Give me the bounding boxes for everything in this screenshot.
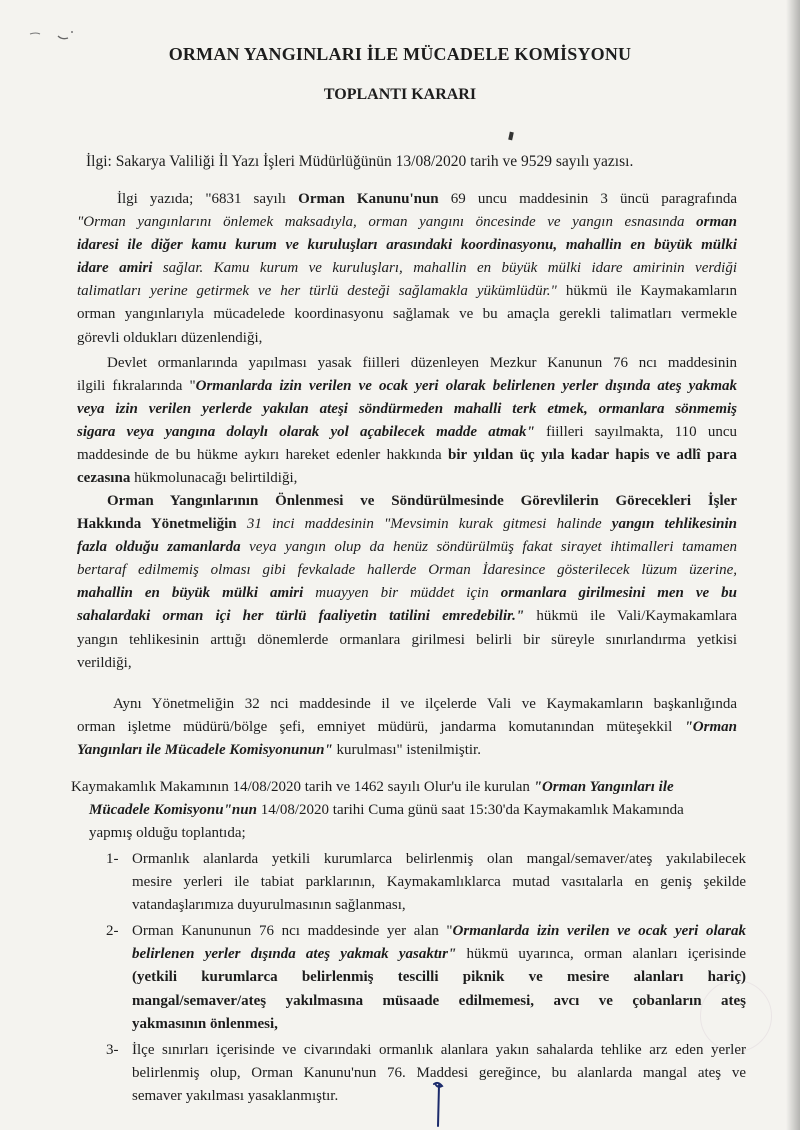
p3-emphasis: yangın tehlikesinin <box>611 516 737 533</box>
item-2-quote: Ormanlarda izin verilen ve ocak yeri olarak <box>452 923 746 940</box>
p3-quote: muayyen bir müddet için <box>303 585 501 602</box>
p2-quote: Ormanlarda izin verilen ve ocak yeri olarak belirlenen yerler dışında ateş yakmak <box>195 378 737 395</box>
p2-line-2 <box>77 375 737 398</box>
item-1-line-1: Ormanlık alanlarda yetkili kurumlarca belirlenmiş olan mangal/semaver/ateş yakılabilecek <box>132 851 746 867</box>
p1-line-2 <box>77 211 737 234</box>
p4-line-2 <box>77 716 737 739</box>
p1-emphasis: idare amiri <box>77 260 153 277</box>
item-1-line-2: mesire yerleri ile tabiat parklarının, Kaymakamlıklarca mutad vasıtalarla en geniş şekilde <box>132 874 746 891</box>
document-title: ORMAN YANGINLARI İLE MÜCADELE KOMİSYONU <box>168 44 632 64</box>
item-2-line-4: mangal/semaver/ateş yakılmasına müsaade edilmemesi, avcı ve çobanların ateş <box>132 992 746 1009</box>
handwritten-pen-mark <box>426 1080 452 1128</box>
p2-penalty: cezasına <box>77 470 131 487</box>
p3-line-6 <box>77 605 737 628</box>
p3-emphasis: sahalardaki orman içi her türlü faaliyetin tatilini emredebilir." <box>77 608 525 625</box>
item-1-line-3: vatandaşlarımıza duyurulmasının sağlanması, <box>132 897 406 914</box>
commission-name: "Orman <box>684 719 737 736</box>
item-2-quote: belirlenen yerler dışında ateş yakmak yasaktır" <box>132 946 457 963</box>
p1-line-1 <box>77 188 737 211</box>
p1-emphasis: orman <box>696 214 737 231</box>
p5-line-1 <box>71 776 737 799</box>
p4-text: orman işletme müdürü/bölge şefi, emniyet müdürü, jandarma komutanından müteşekkil <box>77 719 685 736</box>
commission-name: "Orman Yangınları ile <box>533 779 674 795</box>
document-subtitle: TOPLANTI KARARI <box>323 86 477 103</box>
item-2-line-2 <box>132 943 746 966</box>
item-3-line-3: semaver yakılması yasaklanmıştır. <box>132 1087 339 1104</box>
law-name: Orman Kanunu'nun <box>298 191 439 207</box>
pen-tick-mark <box>508 132 514 141</box>
item-2-line-5: yakmasının önlenmesi, <box>132 1015 278 1032</box>
p3-emphasis: fazla olduğu zamanlarda <box>77 539 241 556</box>
p1-line-5 <box>77 280 737 303</box>
p2-line-6 <box>77 467 737 490</box>
p5-line-2 <box>77 799 737 822</box>
p3-emphasis: ormanlara girilmesini men ve bu <box>500 585 738 602</box>
p2-text: maddesinde de bu hükme aykırı hareket edenler hakkında <box>77 447 449 464</box>
p2-text: hükmolunacağı belirtildiği, <box>130 470 298 487</box>
p1-quote: sağlar. Kamu kurum ve kuruluşları, mahallin en büyük mülki idare amirinin verdiği <box>152 260 737 277</box>
p5-line-3: yapmış olduğu toplantıda; <box>89 825 246 842</box>
regulation-name: Hakkında Yönetmeliğin <box>77 516 237 533</box>
p3-line-2 <box>77 513 737 536</box>
list-item <box>106 920 746 1035</box>
faint-stamp-mark <box>700 980 772 1052</box>
p4-line-1: Aynı Yönetmeliğin 32 nci maddesinde il ve ilçelerde Vali ve Kaymakamların başkanlığında <box>113 696 737 712</box>
commission-name: Mücadele Komisyonu"nun <box>89 802 257 819</box>
item-2-line-3: (yetkili kurumlarca belirlenmiş tescilli piknik ve mesire alanları hariç) <box>132 969 746 986</box>
p3-line-8: verildiği, <box>77 654 132 671</box>
p2-line-3: veya izin verilen yerlerde yakılan ateşi söndürmeden mahalli terk etmek, ormanlara sönmemiş <box>77 401 737 418</box>
p3-line-4: bertaraf edilmemiş olması gibi fevkalade hallerde Orman İdaresince gösterilecek lüzum üzerine, <box>77 562 737 579</box>
list-item-number: 1- <box>106 851 119 867</box>
item-3-line-1: İlçe sınırları içerisinde ve civarındaki ormanlık alanlara yakın sahalarda tehlike arz eden yerler <box>132 1041 746 1058</box>
item-2-text: Orman Kanununun 76 ncı maddesinde yer alan " <box>132 923 453 940</box>
item-2-line-1 <box>132 920 746 943</box>
p1-quote: "Orman yangınlarını önlemek maksadıyla, orman yangını öncesinde ve yangın esnasında <box>77 214 697 231</box>
p2-line-1: Devlet ormanlarında yapılması yasak fiilleri düzenleyen Mezkur Kanunun 76 ncı maddesinin <box>107 355 737 371</box>
p2-penalty: bir yıldan üç yıla kadar hapis ve adlî para <box>448 447 737 464</box>
p1-text: 69 uncu maddesinin 3 üncü paragrafında <box>438 191 737 207</box>
scan-shadow-edge <box>786 0 800 1130</box>
paragraph-1 <box>77 188 737 350</box>
p5-text: Kaymakamlık Makamının 14/08/2020 tarih ve 1462 sayılı Olur'u ile kurulan <box>71 779 534 795</box>
paragraph-2 <box>77 352 737 491</box>
item-2-text: hükmü uyarınca, orman alanları içerisinde <box>456 946 746 963</box>
p3-line-7: yangın tehlikesinin arttığı dönemlerde ormanlara girilmesi belirli bir süreyle sınırlandırma yetkisi <box>77 631 737 648</box>
p1-text: hükmü ile Kaymakamların <box>556 283 737 300</box>
commission-name: Yangınları ile Mücadele Komisyonunun" <box>77 742 333 759</box>
p4-line-3 <box>77 739 737 762</box>
p3-emphasis: mahallin en büyük mülki amiri <box>77 585 304 602</box>
p1-line-3: idaresi ile diğer kamu kurum ve kuruluşları arasındaki koordinasyonu, mahallin en büyük mülki <box>77 237 737 254</box>
paragraph-5 <box>71 776 737 845</box>
p4-text: kurulması" istenilmiştir. <box>332 742 481 759</box>
p2-line-5 <box>77 444 737 467</box>
p2-text: ilgili fıkralarında " <box>77 378 196 395</box>
decision-list <box>106 848 746 1111</box>
list-item-number: 3- <box>106 1041 119 1058</box>
p1-quote: talimatları yerine getirmek ve her türlü desteği sağlamakla yükümlüdür." <box>77 283 557 300</box>
p1-line-6: orman yangınlarıyla mücadelede koordinasyonu sağlamak ve bu amaçla gerekli talimatları vermekle <box>77 306 737 323</box>
p3-quote: veya yangın olup da henüz söndürülmüş fakat sirayet ihtimalleri tamamen <box>240 539 737 556</box>
p1-line-4 <box>77 257 737 280</box>
list-item <box>106 848 746 917</box>
p1-line-7: görevli oldukları düzenlendiği, <box>77 329 263 346</box>
p3-line-5 <box>77 582 737 605</box>
p2-quote: sigara veya yangına dolaylı olarak yol açabilecek madde atmak" <box>77 424 535 441</box>
item-3-line-2: belirlenmiş olup, Orman Kanunu'nun 76. Maddesi gereğince, bu alanlarda mangal ateş ve <box>132 1064 746 1081</box>
p3-line-3 <box>77 536 737 559</box>
reference-line: İlgi: Sakarya Valiliği İl Yazı İşleri Müdürlüğünün 13/08/2020 tarih ve 9529 sayılı yazısı. <box>86 153 634 170</box>
p3-quote: 31 inci maddesinin "Mevsimin kurak gitmesi halinde <box>236 516 612 533</box>
p3-text: hükmü ile Vali/Kaymakamlara <box>524 608 738 625</box>
paragraph-4 <box>77 693 737 762</box>
p5-text: 14/08/2020 tarihi Cuma günü saat 15:30'da Kaymakamlık Makamında <box>256 802 684 819</box>
paragraph-3 <box>77 490 737 675</box>
p3-line-1: Orman Yangınlarının Önlenmesi ve Söndürülmesinde Görevlilerin Görecekleri İşler <box>107 493 737 509</box>
p1-text: İlgi yazıda; "6831 sayılı <box>117 191 299 207</box>
p2-text: fiilleri sayılmakta, 110 uncu <box>534 424 737 441</box>
p2-line-4 <box>77 421 737 444</box>
list-item-number: 2- <box>106 923 119 940</box>
